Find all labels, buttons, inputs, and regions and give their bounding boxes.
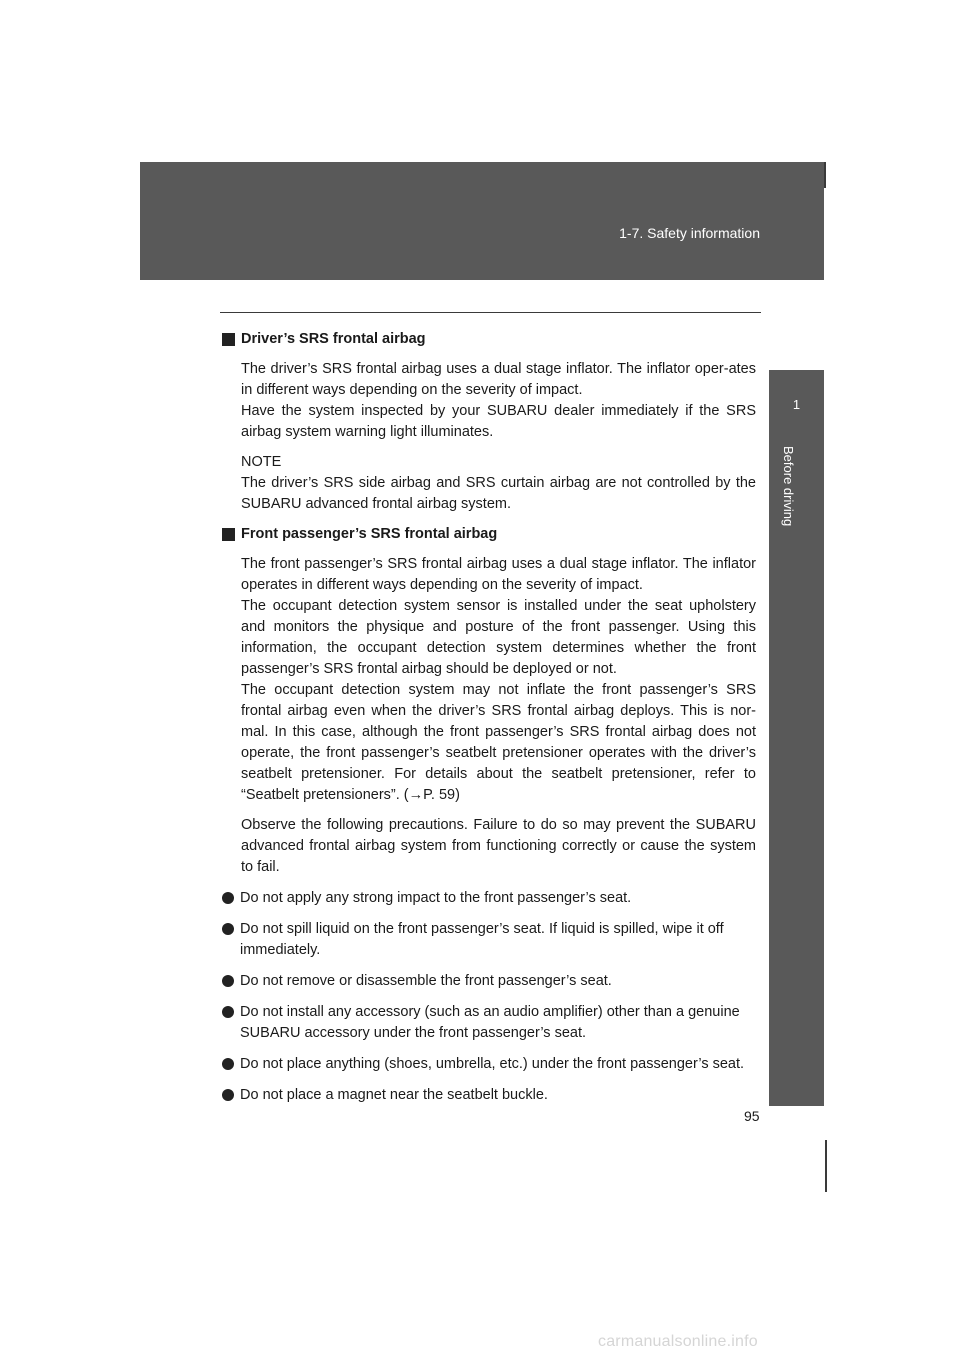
section-header-title: 1-7. Safety information (619, 225, 760, 241)
round-bullet-icon (222, 892, 234, 904)
chapter-tab[interactable] (769, 438, 824, 1106)
paragraph: The occupant detection system may not inflate the front passenger’s SRS frontal airbag even when the driver’s SRS frontal airbag deploys. This is nor-mal. In this case, although the front passenger’s SRS frontal airbag does not operate, the front passenger’s seatbelt pretensioner operates with the driver’s seatbelt pretensioner. For details about the seatbelt pretensioner, refer to “Seatbelt pretensioners”. (→P. 59) (241, 682, 756, 803)
list-item: Do not install any accessory (such as an audio amplifier) other than a genuine SUBARU accessory under the front passenger’s seat. (222, 1002, 756, 1044)
round-bullet-icon (222, 975, 234, 987)
list-item: Do not place anything (shoes, umbrella, etc.) under the front passenger’s seat. (222, 1054, 756, 1075)
section-title-passenger: Front passenger’s SRS frontal airbag (222, 524, 756, 545)
header-rule (220, 312, 761, 313)
paragraph: The occupant detection system sensor is installed under the seat upholstery and monitors the physique and posture of the front passenger. Using this information, the occupant detection system determines whether the front passenger’s SRS frontal airbag should be deployed or not. (241, 598, 756, 677)
watermark: carmanualsonline.info (598, 1333, 758, 1350)
round-bullet-icon (222, 923, 234, 935)
chapter-number: 1 (792, 396, 801, 412)
list-item: Do not place a magnet near the seatbelt buckle. (222, 1085, 756, 1106)
note-label: NOTE (241, 454, 282, 470)
chapter-tab-label: Before driving (781, 446, 796, 527)
round-bullet-icon (222, 1089, 234, 1101)
header-band (140, 162, 824, 280)
square-bullet-icon (222, 333, 235, 346)
paragraph: The front passenger’s SRS frontal airbag uses a dual stage inflator. The inflator operates in different ways depending on the severity of impact. (241, 556, 756, 593)
crop-mark-bottom (825, 1140, 827, 1192)
page-number: 95 (744, 1108, 760, 1124)
precaution-list (222, 888, 756, 1106)
note-text: The driver’s SRS side airbag and SRS curtain airbag are not controlled by the SUBARU advanced frontal airbag system. (241, 475, 756, 512)
page-content (222, 329, 756, 1106)
list-item: Do not apply any strong impact to the front passenger’s seat. (222, 888, 756, 909)
crop-mark-top (824, 162, 826, 188)
list-item: Do not remove or disassemble the front passenger’s seat. (222, 971, 756, 992)
paragraph: The driver’s SRS frontal airbag uses a dual stage inflator. The inflator oper-ates in different ways depending on the severity of impact. (241, 361, 756, 398)
chapter-tab-number[interactable] (769, 370, 824, 438)
list-item: Do not spill liquid on the front passenger’s seat. If liquid is spilled, wipe it off immediately. (222, 919, 756, 961)
square-bullet-icon (222, 528, 235, 541)
round-bullet-icon (222, 1058, 234, 1070)
section-title-driver: Driver’s SRS frontal airbag (222, 329, 756, 350)
round-bullet-icon (222, 1006, 234, 1018)
paragraph: Have the system inspected by your SUBARU dealer immediately if the SRS airbag system warning light illuminates. (241, 403, 756, 440)
paragraph: Observe the following precautions. Failure to do so may prevent the SUBARU advanced frontal airbag system from functioning correctly or cause the system to fail. (241, 817, 756, 875)
